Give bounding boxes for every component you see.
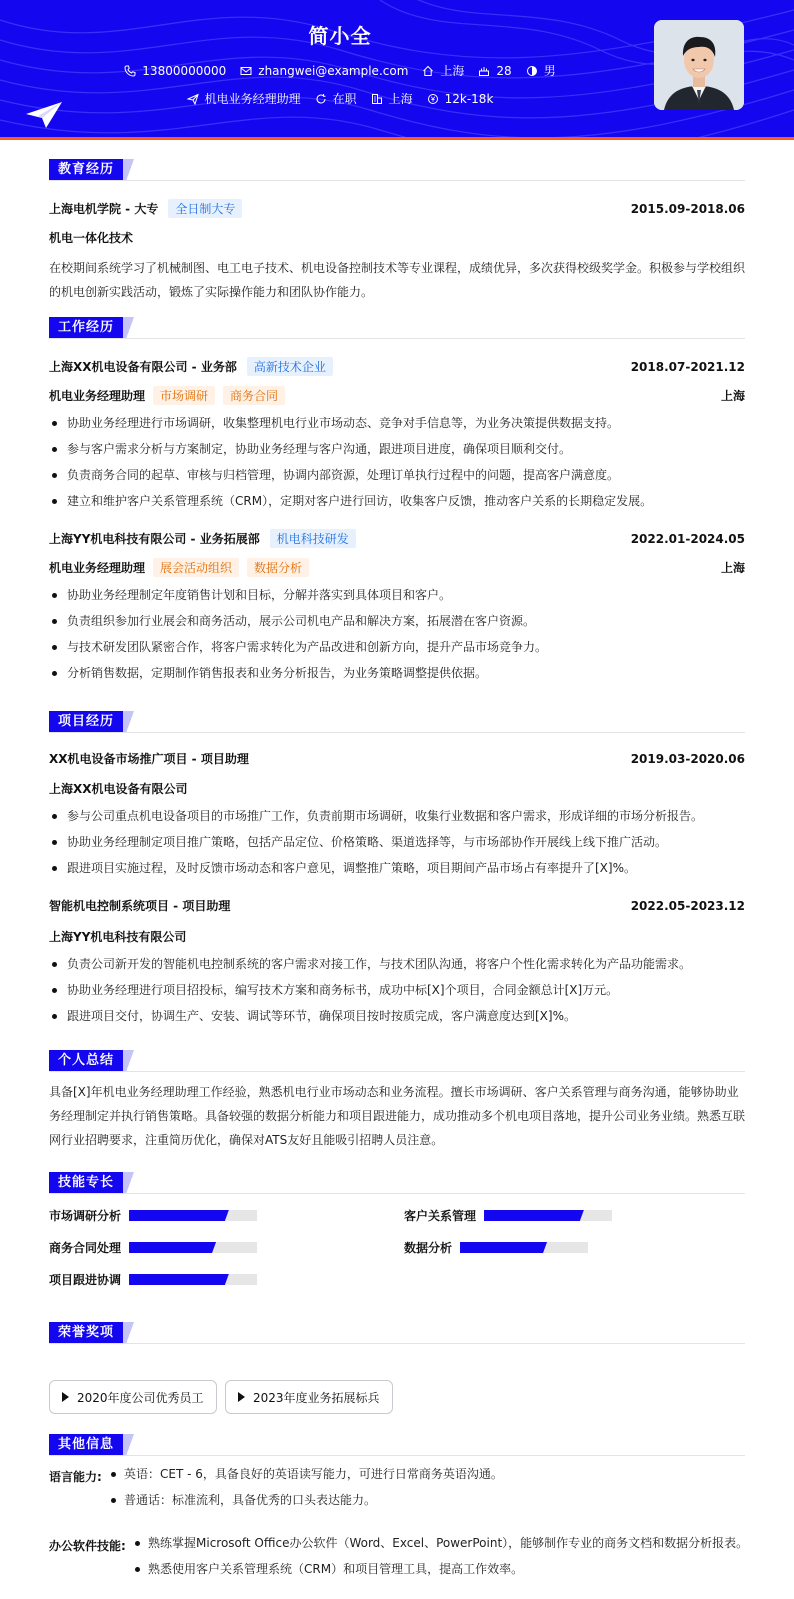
company-tag: 机电科技研发 bbox=[270, 529, 356, 548]
work-company-row bbox=[49, 529, 745, 548]
skill-bar bbox=[484, 1210, 612, 1221]
major-row bbox=[49, 229, 745, 246]
city-item bbox=[422, 62, 464, 79]
awards-title-label: 荣誉奖项 bbox=[49, 1322, 123, 1344]
skill-bar bbox=[129, 1242, 257, 1253]
software-label: 办公软件技能: bbox=[49, 1539, 126, 1553]
cake-icon bbox=[478, 65, 490, 77]
avatar-illustration bbox=[654, 20, 744, 110]
gender-icon bbox=[526, 65, 538, 77]
list-item: 与技术研发团队紧密合作，将客户需求转化为产品改进和创新方向，提升产品市场竞争力。 bbox=[49, 634, 745, 660]
gender-item bbox=[526, 62, 556, 79]
project-name: XX机电设备市场推广项目 - 项目助理 bbox=[49, 752, 249, 766]
header-accent-line bbox=[0, 137, 794, 140]
skill-bar bbox=[129, 1274, 257, 1285]
education-section-title bbox=[49, 159, 137, 181]
project-company: 上海XX机电设备有限公司 bbox=[49, 782, 188, 796]
title-decoration bbox=[123, 159, 137, 181]
phone-item bbox=[124, 64, 226, 78]
role-tag: 数据分析 bbox=[247, 558, 309, 577]
summary-text: 具备[X]年机电业务经理助理工作经验，熟悉机电行业市场动态和业务流程。擅长市场调研、客户关系管理与商务沟通，能够协助业务经理制定并执行销售策略。具备较强的数据分析能力和项目跟进能力，成功推动多个机电项目落地，提升公司业务业绩。熟悉互联网行业招聘要求，注重简历优化，确保对ATS友好且能吸引招聘人员注意。 bbox=[49, 1085, 746, 1147]
target-city-item bbox=[371, 90, 413, 107]
education-type-tag: 全日制大专 bbox=[168, 199, 242, 218]
send-icon bbox=[187, 93, 199, 105]
city-text: 上海 bbox=[440, 64, 465, 78]
company-tag: 高新技术企业 bbox=[247, 357, 333, 376]
award-text: 2020年度公司优秀员工 bbox=[77, 1390, 204, 1405]
role-name: 机电业务经理助理 bbox=[49, 389, 146, 403]
skill-bar-fill bbox=[484, 1210, 584, 1221]
skill-item bbox=[404, 1207, 612, 1224]
role-name: 机电业务经理助理 bbox=[49, 561, 146, 575]
work-location: 上海 bbox=[720, 561, 745, 575]
list-item: 协助业务经理制定年度销售计划和目标，分解并落实到具体项目和客户。 bbox=[49, 582, 745, 608]
software-list bbox=[134, 1530, 748, 1582]
skill-name: 商务合同处理 bbox=[49, 1241, 122, 1255]
project-row bbox=[49, 897, 745, 914]
list-item: 英语：CET - 6，具备良好的英语读写能力，可进行日常商务英语沟通。 bbox=[110, 1461, 503, 1487]
role-tag: 市场调研 bbox=[153, 386, 215, 405]
project-title-label: 项目经历 bbox=[49, 711, 123, 733]
list-item: 分析销售数据，定期制作销售报表和业务分析报告，为业务策略调整提供依据。 bbox=[49, 660, 745, 686]
education-row bbox=[49, 199, 745, 218]
work-company-row bbox=[49, 357, 745, 376]
refresh-icon bbox=[315, 93, 327, 105]
other-section-title bbox=[49, 1434, 137, 1456]
work-role-row bbox=[49, 558, 745, 577]
contact-row bbox=[0, 62, 680, 79]
skill-name: 客户关系管理 bbox=[404, 1209, 477, 1223]
summary-section-title bbox=[49, 1050, 137, 1072]
skill-name: 市场调研分析 bbox=[49, 1209, 122, 1223]
work-role-row bbox=[49, 386, 745, 405]
job-intent-row bbox=[0, 90, 680, 107]
award-badge bbox=[225, 1380, 393, 1414]
project-name: 智能机电控制系统项目 - 项目助理 bbox=[49, 899, 231, 913]
summary-title-label: 个人总结 bbox=[49, 1050, 123, 1072]
triangle-icon bbox=[238, 1392, 245, 1402]
section-divider bbox=[49, 732, 745, 733]
target-job-text: 机电业务经理助理 bbox=[204, 92, 301, 106]
skill-name: 项目跟进协调 bbox=[49, 1273, 122, 1287]
project-bullet-list bbox=[49, 803, 745, 881]
triangle-icon bbox=[62, 1392, 69, 1402]
title-decoration bbox=[123, 1322, 137, 1344]
role-tag: 商务合同 bbox=[223, 386, 285, 405]
profile-photo bbox=[654, 20, 744, 110]
phone-text: 13800000000 bbox=[142, 63, 227, 78]
list-item: 协助业务经理进行项目招投标，编写技术方案和商务标书，成功中标[X]个项目，合同金额总计[X]万元。 bbox=[49, 977, 745, 1003]
salary-item bbox=[427, 92, 494, 106]
title-decoration bbox=[123, 1434, 137, 1456]
title-decoration bbox=[123, 711, 137, 733]
school-name: 上海电机学院 - 大专 bbox=[49, 202, 159, 216]
language-list bbox=[110, 1461, 503, 1513]
money-icon bbox=[427, 93, 439, 105]
role-tag: 展会活动组织 bbox=[153, 558, 239, 577]
section-divider bbox=[49, 180, 745, 181]
project-row bbox=[49, 750, 745, 767]
status-text: 在职 bbox=[332, 92, 357, 106]
section-divider bbox=[49, 1455, 745, 1456]
work-date: 2018.07-2021.12 bbox=[630, 359, 745, 374]
company-name: 上海YY机电科技有限公司 - 业务拓展部 bbox=[49, 532, 260, 546]
age-text: 28 bbox=[496, 63, 512, 78]
salary-text: 12k-18k bbox=[444, 91, 494, 106]
building-icon bbox=[371, 93, 383, 105]
gender-text: 男 bbox=[543, 64, 556, 78]
work-title-label: 工作经历 bbox=[49, 317, 123, 339]
project-date: 2019.03-2020.06 bbox=[630, 751, 745, 766]
list-item: 跟进项目交付，协调生产、安装、调试等环节，确保项目按时按质完成，客户满意度达到[X]%。 bbox=[49, 1003, 745, 1029]
skill-item bbox=[404, 1239, 588, 1256]
skill-bar-fill bbox=[460, 1242, 547, 1253]
phone-icon bbox=[124, 65, 136, 77]
education-date: 2015.09-2018.06 bbox=[630, 201, 745, 216]
project-date: 2022.05-2023.12 bbox=[630, 898, 745, 913]
list-item: 建立和维护客户关系管理系统（CRM），定期对客户进行回访，收集客户反馈，推动客户关系的长期稳定发展。 bbox=[49, 488, 745, 514]
list-item: 负责组织参加行业展会和商务活动，展示公司机电产品和解决方案，拓展潜在客户资源。 bbox=[49, 608, 745, 634]
skill-bar bbox=[129, 1210, 257, 1221]
target-job-item bbox=[187, 90, 301, 107]
list-item: 负责公司新开发的智能机电控制系统的客户需求对接工作，与技术团队沟通，将客户个性化需求转化为产品功能需求。 bbox=[49, 951, 745, 977]
project-section-title bbox=[49, 711, 137, 733]
home-icon bbox=[422, 65, 434, 77]
title-decoration bbox=[123, 317, 137, 339]
section-divider bbox=[49, 1193, 745, 1194]
work-date: 2022.01-2024.05 bbox=[630, 531, 745, 546]
skill-item bbox=[49, 1271, 257, 1288]
list-item: 熟悉使用客户关系管理系统（CRM）和项目管理工具，提高工作效率。 bbox=[134, 1556, 748, 1582]
list-item: 协助业务经理制定项目推广策略，包括产品定位、价格策略、渠道选择等，与市场部协作开展线上线下推广活动。 bbox=[49, 829, 745, 855]
education-description: 在校期间系统学习了机械制图、电工电子技术、机电设备控制技术等专业课程，成绩优异，多次获得校级奖学金。积极参与学校组织的机电创新实践活动，锻炼了实际操作能力和团队协作能力。 bbox=[49, 261, 746, 299]
awards-section-title bbox=[49, 1322, 137, 1344]
skill-bar-fill bbox=[129, 1242, 216, 1253]
skill-item bbox=[49, 1239, 257, 1256]
section-divider bbox=[49, 1071, 745, 1072]
project-company-row bbox=[49, 928, 745, 945]
list-item: 参与客户需求分析与方案制定，协助业务经理与客户沟通，跟进项目进度，确保项目顺利交付。 bbox=[49, 436, 745, 462]
skill-bar bbox=[460, 1242, 588, 1253]
list-item: 普通话：标准流利，具备优秀的口头表达能力。 bbox=[110, 1487, 503, 1513]
target-city-text: 上海 bbox=[388, 92, 413, 106]
title-decoration bbox=[123, 1172, 137, 1194]
list-item: 跟进项目实施过程，及时反馈市场动态和客户意见，调整推广策略，项目期间产品市场占有率提升了[X]%。 bbox=[49, 855, 745, 881]
status-item bbox=[315, 90, 357, 107]
skill-bar-fill bbox=[129, 1274, 229, 1285]
education-title-label: 教育经历 bbox=[49, 159, 123, 181]
language-label: 语言能力: bbox=[49, 1470, 102, 1484]
project-company: 上海YY机电科技有限公司 bbox=[49, 930, 187, 944]
skill-name: 数据分析 bbox=[404, 1241, 453, 1255]
project-bullet-list bbox=[49, 951, 745, 1029]
resume-header bbox=[0, 0, 794, 140]
age-item bbox=[478, 64, 511, 78]
company-name: 上海XX机电设备有限公司 - 业务部 bbox=[49, 360, 237, 374]
work-section-title bbox=[49, 317, 137, 339]
award-text: 2023年度业务拓展标兵 bbox=[253, 1390, 380, 1405]
list-item: 参与公司重点机电设备项目的市场推广工作，负责前期市场调研，收集行业数据和客户需求，形成详细的市场分析报告。 bbox=[49, 803, 745, 829]
other-title-label: 其他信息 bbox=[49, 1434, 123, 1456]
email-text: zhangwei@example.com bbox=[258, 63, 409, 78]
list-item: 熟练掌握Microsoft Office办公软件（Word、Excel、PowerPoint），能够制作专业的商务文档和数据分析报表。 bbox=[134, 1530, 748, 1556]
list-item: 负责商务合同的起草、审核与归档管理，协调内部资源，处理订单执行过程中的问题，提高客户满意度。 bbox=[49, 462, 745, 488]
candidate-name: 简小全 bbox=[308, 24, 372, 48]
title-decoration bbox=[123, 1050, 137, 1072]
section-divider bbox=[49, 338, 745, 339]
project-company-row bbox=[49, 780, 745, 797]
skill-item bbox=[49, 1207, 257, 1224]
skills-section-title bbox=[49, 1172, 137, 1194]
work-bullet-list bbox=[49, 582, 745, 686]
major-name: 机电一体化技术 bbox=[49, 231, 134, 245]
skills-title-label: 技能专长 bbox=[49, 1172, 123, 1194]
award-badge bbox=[49, 1380, 217, 1414]
skill-bar-fill bbox=[129, 1210, 229, 1221]
email-item bbox=[240, 64, 408, 78]
list-item: 协助业务经理进行市场调研，收集整理机电行业市场动态、竞争对手信息等，为业务决策提供数据支持。 bbox=[49, 410, 745, 436]
work-location: 上海 bbox=[720, 389, 745, 403]
mail-icon bbox=[240, 65, 252, 77]
work-bullet-list bbox=[49, 410, 745, 514]
section-divider bbox=[49, 1343, 745, 1344]
